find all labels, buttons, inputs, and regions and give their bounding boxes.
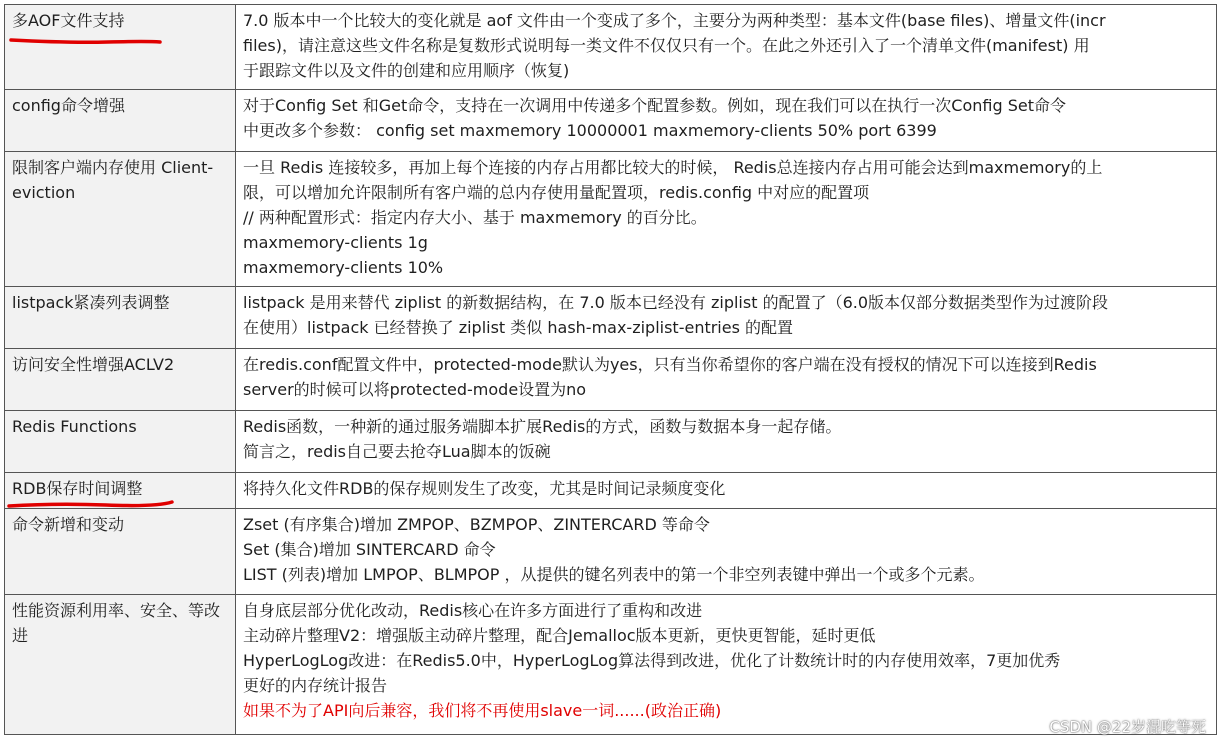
detail-line: maxmemory-clients 10% <box>243 258 444 277</box>
detail-cell <box>236 90 1217 152</box>
detail-line: Redis函数，一种新的通过服务端脚本扩展Redis的方式，函数与数据本身一起存储。 <box>243 417 842 436</box>
feature-label: RDB保存时间调整 <box>12 479 143 498</box>
detail-line: 对于Config Set 和Get命令，支持在一次调用中传递多个配置参数。例如，现在我们可以在执行一次Config Set命令 <box>243 96 1066 115</box>
feature-cell <box>5 287 236 349</box>
table-row <box>5 411 1217 473</box>
table-row <box>5 5 1217 90</box>
feature-label: 访问安全性增强ACLV2 <box>12 355 175 374</box>
feature-label: Redis Functions <box>12 417 137 436</box>
feature-cell <box>5 595 236 735</box>
feature-cell <box>5 509 236 595</box>
feature-label: listpack紧凑列表调整 <box>12 293 170 312</box>
feature-label: 限制客户端内存使用 Client-eviction <box>12 158 214 202</box>
detail-line: // 两种配置形式：指定内存大小、基于 maxmemory 的百分比。 <box>243 208 707 227</box>
detail-line: files)，请注意这些文件名称是复数形式说明每一类文件不仅仅只有一个。在此之外还引入了一个清单文件(manifest) 用 <box>243 36 1090 55</box>
feature-cell <box>5 152 236 287</box>
feature-cell <box>5 5 236 90</box>
feature-label: 命令新增和变动 <box>12 515 125 534</box>
feature-cell <box>5 473 236 509</box>
watermark: CSDN @22岁混吃等死 <box>1049 718 1206 736</box>
table-row <box>5 509 1217 595</box>
detail-line: 自身底层部分优化改动，Redis核心在许多方面进行了重构和改进 <box>243 601 703 620</box>
table-row <box>5 287 1217 349</box>
detail-line: 7.0 版本中一个比较大的变化就是 aof 文件由一个变成了多个，主要分为两种类型：基本文件(base files)、增量文件(incr <box>243 11 1106 30</box>
detail-line: server的时候可以将protected-mode设置为no <box>243 380 587 399</box>
detail-line: 在使用）listpack 已经替换了 ziplist 类似 hash-max-ziplist-entries 的配置 <box>243 318 794 337</box>
table-row <box>5 473 1217 509</box>
detail-line: listpack 是用来替代 ziplist 的新数据结构，在 7.0 版本已经没有 ziplist 的配置了（6.0版本仅部分数据类型作为过渡阶段 <box>243 293 1109 312</box>
feature-cell <box>5 90 236 152</box>
detail-line: 简言之，redis自己要去抢夺Lua脚本的饭碗 <box>243 442 551 461</box>
detail-line: 将持久化文件RDB的保存规则发生了改变，尤其是时间记录频度变化 <box>243 479 726 498</box>
feature-label: 性能资源利用率、安全、等改进 <box>12 601 221 645</box>
feature-label: config命令增强 <box>12 96 125 115</box>
detail-line: 在redis.conf配置文件中，protected-mode默认为yes，只有当你希望你的客户端在没有授权的情况下可以连接到Redis <box>243 355 1097 374</box>
feature-cell <box>5 411 236 473</box>
detail-cell <box>236 509 1217 595</box>
detail-line: 限，可以增加允许限制所有客户端的总内存使用量配置项，redis.config 中对应的配置项 <box>243 183 870 202</box>
detail-line: HyperLogLog改进：在Redis5.0中，HyperLogLog算法得到改进，优化了计数统计时的内存使用效率，7更加优秀 <box>243 651 1061 670</box>
detail-cell <box>236 5 1217 90</box>
table-row <box>5 595 1217 735</box>
table-row <box>5 349 1217 411</box>
redis7-features-table <box>4 4 1217 735</box>
feature-label: 多AOF文件支持 <box>12 11 125 30</box>
detail-cell <box>236 349 1217 411</box>
detail-cell <box>236 411 1217 473</box>
table-row <box>5 152 1217 287</box>
detail-line: Zset (有序集合)增加 ZMPOP、BZMPOP、ZINTERCARD 等命令 <box>243 515 710 534</box>
detail-line: 中更改多个参数： config set maxmemory 10000001 maxmemory-clients 50% port 6399 <box>243 121 937 140</box>
detail-cell <box>236 287 1217 349</box>
detail-cell <box>236 473 1217 509</box>
detail-line: 主动碎片整理V2：增强版主动碎片整理，配合Jemalloc版本更新，更快更智能，延时更低 <box>243 626 876 645</box>
red-note: 如果不为了API向后兼容，我们将不再使用slave一词......(政治正确) <box>243 701 722 720</box>
detail-line: 更好的内存统计报告 <box>243 676 388 695</box>
detail-cell <box>236 152 1217 287</box>
detail-cell <box>236 595 1217 735</box>
detail-line: Set (集合)增加 SINTERCARD 命令 <box>243 540 496 559</box>
detail-line: maxmemory-clients 1g <box>243 233 428 252</box>
feature-cell <box>5 349 236 411</box>
table-row <box>5 90 1217 152</box>
detail-line: 一旦 Redis 连接较多，再加上每个连接的内存占用都比较大的时候， Redis总连接内存占用可能会达到maxmemory的上 <box>243 158 1103 177</box>
detail-line: LIST (列表)增加 LMPOP、BLMPOP ，从提供的键名列表中的第一个非空列表键中弹出一个或多个元素。 <box>243 565 985 584</box>
detail-line: 于跟踪文件以及文件的创建和应用顺序（恢复) <box>243 61 570 80</box>
